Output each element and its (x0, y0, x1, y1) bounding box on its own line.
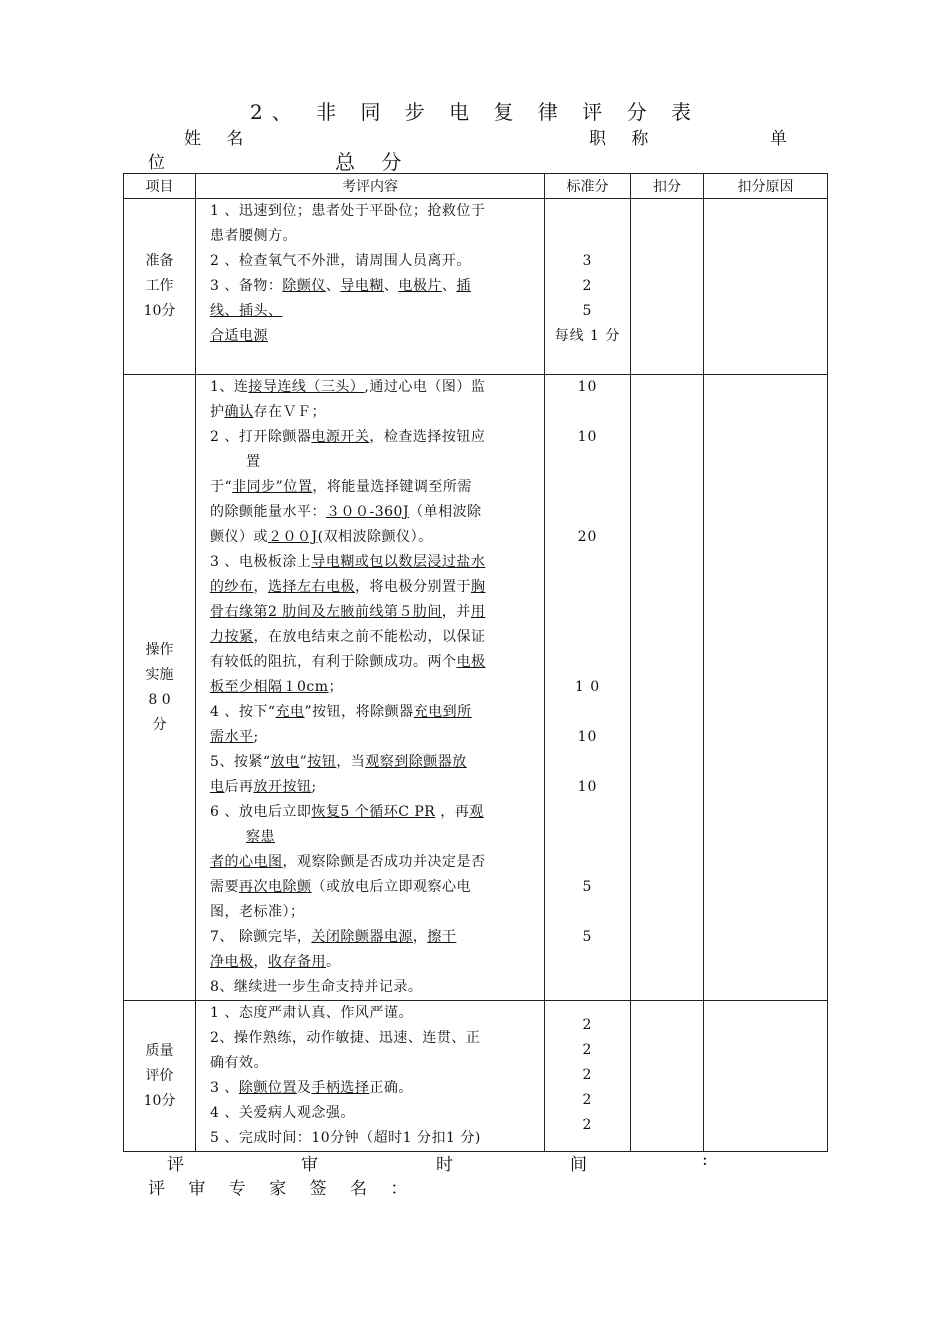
table-header-row (124, 174, 828, 199)
score-line (545, 700, 630, 725)
section-content (196, 199, 545, 375)
score-line: 2 (582, 278, 593, 294)
section-name-line: 操作 (145, 641, 174, 658)
content-line: 合适电源 (210, 328, 268, 344)
score-line (545, 600, 630, 625)
col-header-item: 项目 (124, 174, 196, 199)
content-line: 线、插头、 (210, 303, 283, 319)
content-line: 骨右缘第2 肋间及左腋前线第５肋间，并用 (210, 604, 486, 620)
standard-score-cell (545, 199, 631, 375)
review-time-4: 间 (570, 1155, 587, 1175)
content-line: 6 、放电后立即恢复5 个循环C PR ，再观 (210, 804, 484, 820)
expert-signature-label: 评 审 专 家 签 名 ： (148, 1179, 417, 1199)
score-line (545, 575, 630, 600)
score-line: 2 (582, 1092, 593, 1108)
content-line: 者的心电图，观察除颤是否成功并决定是否 (210, 854, 486, 870)
content-line: 4 、按下“充电”按钮，将除颤器充电到所 (210, 704, 472, 720)
section-name-line: 工作 (145, 278, 174, 294)
name-label: 姓 名 (184, 129, 254, 149)
score-line: 3 (582, 253, 593, 269)
score-line (545, 975, 630, 1000)
content-line: 的除颤能量水平：３００-360J（单相波除 (210, 504, 482, 520)
score-line: 2 (582, 1042, 593, 1058)
deduction-reason-cell[interactable] (704, 1001, 828, 1152)
content-line: 颤仪）或２００J(双相波除颤仪）。 (210, 529, 433, 545)
unit-label-part2: 位 (148, 153, 175, 173)
score-line: 5 (582, 303, 593, 319)
deduction-reason-cell[interactable] (704, 199, 828, 375)
score-line: 5 (582, 929, 593, 945)
content-line: 电后再放开按钮; (210, 779, 317, 795)
score-line: 每线 1 分 (554, 328, 621, 344)
section-row (124, 199, 828, 375)
section-name (124, 199, 196, 375)
section-name-line: 分 (152, 716, 167, 733)
content-line: 有较低的阻抗，有利于除颤成功。两个电极 (210, 654, 486, 670)
score-line (545, 950, 630, 975)
score-line (545, 850, 630, 875)
content-line: 图，老标准）； (210, 904, 305, 920)
score-line (545, 750, 630, 775)
score-line: 5 (582, 879, 593, 895)
content-line: 1、连接导连线（三头）,通过心电（图）监 (210, 379, 486, 395)
section-name-line: 质量 (145, 1042, 174, 1059)
section-content (196, 375, 545, 1001)
section-name-line: 准备 (145, 253, 174, 269)
content-line: 7、 除颤完毕，关闭除颤器电源，擦干 (210, 929, 457, 945)
score-line (545, 224, 630, 249)
score-line (545, 825, 630, 850)
content-line: 5 、完成时间：10分钟（超时1 分扣1 分) (210, 1130, 481, 1146)
section-name-line: 10分 (143, 1092, 176, 1109)
score-line (545, 500, 630, 525)
deduction-cell[interactable] (631, 1001, 704, 1152)
deduction-cell[interactable] (631, 375, 704, 1001)
review-time-colon: : (702, 1150, 708, 1170)
content-line: 3 、除颤位置及手柄选择正确。 (210, 1080, 413, 1096)
score-line: 2 (582, 1017, 593, 1033)
col-header-standard-score: 标准分 (545, 174, 631, 199)
total-score-label: 总 分 (335, 150, 412, 174)
content-line: 需要再次电除颤（或放电后立即观察心电 (210, 879, 471, 895)
col-header-deduction: 扣分 (631, 174, 704, 199)
page-title: 2、 非 同 步 电 复 律 评 分 表 (250, 100, 700, 124)
review-time-2: 审 (301, 1155, 318, 1175)
content-line: 净电极，收存备用。 (210, 954, 341, 970)
score-line (545, 550, 630, 575)
standard-score-cell (545, 375, 631, 1001)
section-name (124, 1001, 196, 1152)
content-line: 患者腰侧方。 (210, 228, 297, 244)
deduction-reason-cell[interactable] (704, 375, 828, 1001)
deduction-cell[interactable] (631, 199, 704, 375)
score-line (545, 800, 630, 825)
content-line: 8、继续进一步生命支持并记录。 (210, 979, 423, 995)
content-line: 2、操作熟练，动作敏捷、迅速、连贯、正 (210, 1030, 481, 1046)
col-header-content: 考评内容 (196, 174, 545, 199)
score-line: 10 (577, 779, 598, 795)
col-header-reason: 扣分原因 (704, 174, 828, 199)
review-time-3: 时 (436, 1155, 453, 1175)
content-line: 置 (246, 454, 261, 470)
content-line: 需水平; (210, 729, 259, 745)
score-line (545, 400, 630, 425)
review-time-1: 评 (167, 1155, 184, 1175)
score-line (545, 349, 630, 374)
content-line: 2 、打开除颤器电源开关，检查选择按钮应 (210, 429, 486, 445)
section-name-line: 评价 (145, 1067, 174, 1084)
content-line: 2 、检查氧气不外泄，请周围人员离开。 (210, 253, 471, 269)
score-line: 10 (577, 729, 598, 745)
score-line: 20 (577, 529, 598, 545)
section-name (124, 375, 196, 1001)
content-line: 4 、关爱病人观念强。 (210, 1105, 355, 1121)
content-line: 确有效。 (210, 1055, 268, 1071)
section-name-line: 8 0 (148, 691, 171, 708)
section-row (124, 375, 828, 1001)
content-line: 3 、电极板涂上导电糊或包以数层浸过盐水 (210, 554, 486, 570)
score-line (545, 450, 630, 475)
content-line: 于“非同步”位置，将能量选择键调至所需 (210, 479, 472, 495)
section-name-line: 实施 (145, 666, 174, 683)
unit-label-part1: 单 (770, 129, 797, 149)
score-line: 10 (577, 379, 598, 395)
score-line: 10 (577, 429, 598, 445)
section-row (124, 1001, 828, 1152)
score-table (123, 173, 828, 1152)
content-line: 察患 (246, 829, 275, 845)
score-line: 1 0 (574, 679, 601, 695)
section-name-line: 10分 (143, 303, 176, 319)
score-line (545, 625, 630, 650)
content-line: 力按紧，在放电结束之前不能松动，以保证 (210, 629, 486, 645)
score-line: 2 (582, 1117, 593, 1133)
content-line: 1 、态度严肃认真、作风严谨。 (210, 1005, 413, 1021)
content-line: 板至少相隔１0cm； (210, 679, 344, 695)
score-line (545, 650, 630, 675)
content-line: 5、按紧“放电”按钮，当观察到除颤器放 (210, 754, 467, 770)
content-line: 护确认存在ＶＦ； (210, 404, 326, 420)
content-line: 的纱布，选择左右电极，将电极分别置于胸 (210, 579, 486, 595)
score-line: 2 (582, 1067, 593, 1083)
score-line (545, 900, 630, 925)
content-line: 1 、迅速到位；患者处于平卧位；抢救位于 (210, 203, 486, 219)
section-content (196, 1001, 545, 1152)
standard-score-cell (545, 1001, 631, 1152)
content-line: 3 、备物：除颤仪、导电糊、电极片、插 (210, 278, 471, 294)
rank-label: 职 称 (589, 129, 659, 149)
score-line (545, 475, 630, 500)
